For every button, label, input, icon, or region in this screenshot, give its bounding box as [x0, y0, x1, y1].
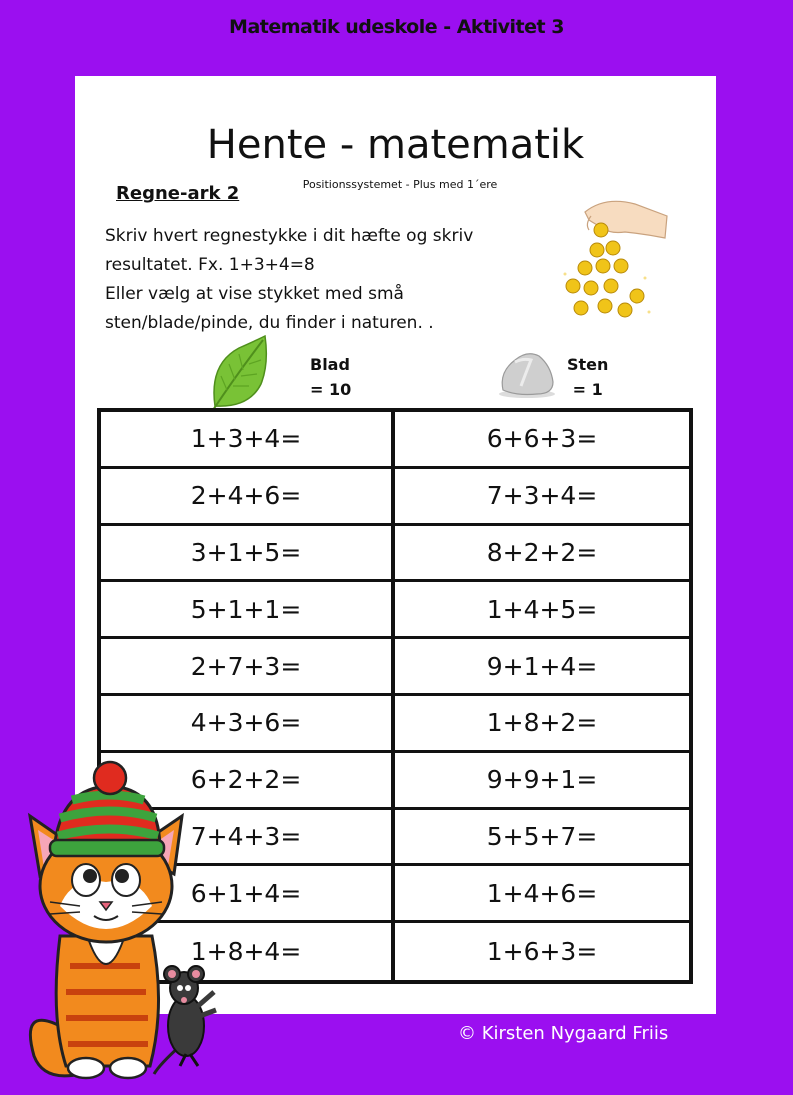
instruction-line: Skriv hvert regnestykke i dit hæfte og skriv: [105, 226, 474, 246]
copyright: © Kirsten Nygaard Friis: [458, 1023, 669, 1044]
problem-cell: 5+5+7=: [395, 810, 689, 867]
leaf-legend: Blad = 10: [310, 355, 352, 399]
hand-with-coins-icon: [555, 194, 675, 330]
problem-cell: 6+1+4=: [101, 866, 395, 923]
mouse-illustration: [150, 946, 222, 1082]
instruction-line: Eller vælg at vise stykket med små: [105, 284, 404, 304]
problem-cell: 3+1+5=: [101, 526, 395, 583]
instruction-line: resultatet. Fx. 1+3+4=8: [105, 255, 315, 275]
leaf-icon: [209, 334, 271, 416]
stone-legend: Sten = 1: [567, 355, 609, 399]
problem-cell: 7+3+4=: [395, 469, 689, 526]
problem-cell: 8+2+2=: [395, 526, 689, 583]
sheet-label: Regne-ark 2: [116, 183, 240, 204]
problem-cell: 1+8+4=: [101, 923, 395, 980]
page-subtitle: Positionssystemet - Plus med 1´ere: [302, 178, 498, 191]
problem-cell: 2+4+6=: [101, 469, 395, 526]
instructions: [105, 222, 525, 338]
page-title: Hente - matematik: [206, 122, 585, 168]
problem-cell: 1+4+5=: [395, 582, 689, 639]
problem-cell: 1+6+3=: [486, 937, 598, 967]
problem-cell: 6+2+2=: [101, 753, 395, 810]
problem-cell: 9+1+4=: [395, 639, 689, 696]
stone-icon: [497, 346, 559, 404]
problem-cell: 1+4+6=: [395, 866, 689, 923]
problem-cell: 7+4+3=: [101, 810, 395, 867]
top-title: Matematik udeskole - Aktivitet 3: [229, 16, 564, 38]
problem-cell: 2+7+3=: [101, 639, 395, 696]
problem-cell: 1+8+2=: [395, 696, 689, 753]
instruction-line: sten/blade/pinde, du finder i naturen. .: [105, 313, 434, 333]
problem-cell: 6+6+3=: [395, 412, 689, 469]
problem-cell: 5+1+1=: [101, 582, 395, 639]
problem-cell: 9+9+1=: [395, 753, 689, 810]
problem-cell: 1+3+4=: [101, 412, 395, 469]
problem-cell: 4+3+6=: [101, 696, 395, 753]
